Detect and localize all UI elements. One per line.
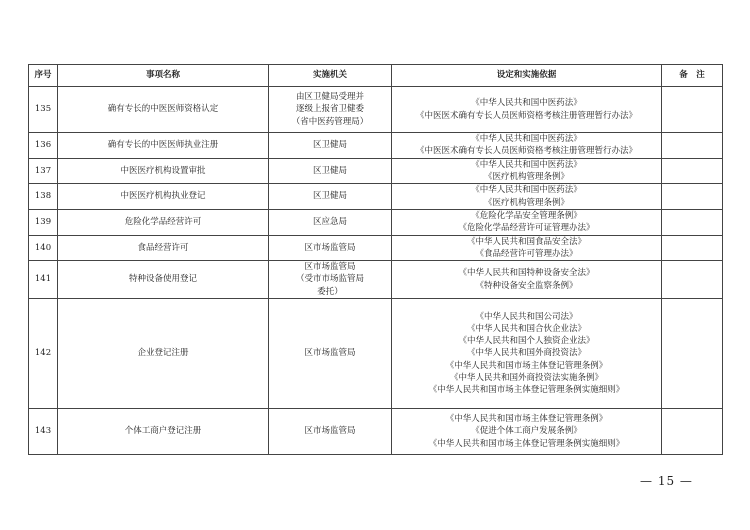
cell-legal-basis-line: 《中华人民共和国合伙企业法》 [466,323,586,334]
header-remarks: 备 注 [662,65,723,87]
table-row [29,184,723,210]
cell-legal-basis-line: 《促进个体工商户发展条例》 [471,426,582,437]
cell-serial-number: 141 [29,261,58,299]
cell-legal-basis-line: 《医疗机构管理条例》 [483,171,569,182]
cell-legal-basis-line: 《中华人民共和国食品安全法》 [466,236,586,247]
cell-legal-basis [392,235,662,261]
cell-serial-number: 138 [29,184,58,210]
cell-remarks [662,209,723,235]
cell-item-name: 特种设备使用登记 [58,261,269,299]
cell-implementing-agency [269,87,392,133]
header-serial-number: 序号 [29,65,58,87]
cell-implementing-agency-line: 区市场监管局 [304,348,356,359]
cell-item-name: 企业登记注册 [58,299,269,409]
cell-legal-basis-line: 《中华人民共和国中医药法》 [471,134,582,144]
cell-legal-basis-line: 《中华人民共和国特种设备安全法》 [458,268,595,279]
cell-serial-number: 140 [29,235,58,261]
cell-implementing-agency [269,409,392,455]
cell-remarks [662,299,723,409]
cell-legal-basis-line: 《中华人民共和国公司法》 [475,311,578,322]
cell-legal-basis-line: 《中华人民共和国中医药法》 [471,159,582,170]
cell-remarks [662,133,723,159]
cell-serial-number: 143 [29,409,58,455]
cell-legal-basis-line: 《中华人民共和国外商投资法实施条例》 [449,373,603,384]
table-row [29,299,723,409]
cell-legal-basis [392,209,662,235]
cell-legal-basis [392,299,662,409]
table-row [29,158,723,184]
cell-implementing-agency-line: 区市场监管局 [304,262,356,273]
cell-legal-basis [392,184,662,210]
cell-implementing-agency-line: 逐级上报省卫健委 [295,104,364,115]
cell-legal-basis [392,409,662,455]
cell-legal-basis-line: 《中华人民共和国市场主体登记管理条例实施细则》 [428,385,625,396]
cell-remarks [662,87,723,133]
cell-remarks [662,158,723,184]
cell-implementing-agency-line: 区卫健局 [312,140,347,151]
cell-legal-basis-line: 《中华人民共和国外商投资法》 [466,348,586,359]
cell-legal-basis-line: 《中华人民共和国个人独资企业法》 [458,336,595,347]
cell-implementing-agency-line: 区市场监管局 [304,426,356,437]
cell-legal-basis-line: 《中华人民共和国市场主体登记管理条例》 [445,360,608,371]
cell-serial-number: 139 [29,209,58,235]
cell-serial-number: 136 [29,133,58,159]
cell-item-name: 危险化学品经营许可 [58,209,269,235]
cell-implementing-agency-line: 区卫健局 [312,191,347,202]
cell-legal-basis-line: 《特种设备安全监察条例》 [475,280,578,291]
cell-serial-number: 135 [29,87,58,133]
cell-legal-basis-line: 《医疗机构管理条例》 [483,197,569,208]
cell-legal-basis [392,87,662,133]
cell-item-name: 个体工商户登记注册 [58,409,269,455]
cell-implementing-agency-line: （受市市场监管局 [295,274,364,285]
cell-implementing-agency-line: 区应急局 [312,217,347,228]
cell-legal-basis-line: 《中华人民共和国中医药法》 [471,185,582,196]
cell-legal-basis-line: 《中华人民共和国市场主体登记管理条例实施细则》 [428,438,625,449]
cell-implementing-agency [269,184,392,210]
cell-serial-number: 142 [29,299,58,409]
cell-remarks [662,261,723,299]
cell-item-name: 确有专长的中医医师资格认定 [58,87,269,133]
cell-implementing-agency [269,299,392,409]
cell-implementing-agency-line: 由区卫健局受理并 [295,92,364,103]
items-table [28,64,723,455]
table-header-row [29,65,723,87]
header-legal-basis: 设定和实施依据 [392,65,662,87]
cell-legal-basis-line: 《中医医术确有专长人员医师资格考核注册管理暂行办法》 [415,146,637,157]
header-implementing-agency: 实施机关 [269,65,392,87]
cell-item-name: 中医医疗机构设置审批 [58,158,269,184]
table-row [29,409,723,455]
cell-implementing-agency [269,209,392,235]
page-number: — 15 — [640,474,693,488]
cell-implementing-agency [269,235,392,261]
cell-item-name: 食品经营许可 [58,235,269,261]
cell-legal-basis-line: 《食品经营许可管理办法》 [475,248,578,259]
cell-legal-basis [392,133,662,159]
cell-legal-basis [392,158,662,184]
cell-implementing-agency [269,133,392,159]
cell-remarks [662,409,723,455]
cell-item-name: 确有专长的中医医师执业注册 [58,133,269,159]
cell-implementing-agency-line: （省中医药管理局） [291,116,369,127]
cell-legal-basis [392,261,662,299]
cell-implementing-agency [269,261,392,299]
table-row [29,235,723,261]
cell-legal-basis-line: 《危险化学品经营许可证管理办法》 [458,223,595,234]
table-body [29,87,723,455]
header-item-name: 事项名称 [58,65,269,87]
cell-legal-basis-line: 《中华人民共和国中医药法》 [471,98,582,109]
cell-legal-basis-line: 《中华人民共和国市场主体登记管理条例》 [445,414,608,425]
table-row [29,209,723,235]
cell-remarks [662,184,723,210]
cell-implementing-agency [269,158,392,184]
cell-legal-basis-line: 《危险化学品安全管理条例》 [471,210,582,221]
cell-implementing-agency-line: 委托） [317,286,343,297]
cell-serial-number: 137 [29,158,58,184]
table-row [29,261,723,299]
cell-legal-basis-line: 《中医医术确有专长人员医师资格考核注册管理暂行办法》 [415,110,637,121]
cell-implementing-agency-line: 区市场监管局 [304,242,356,253]
table-row [29,133,723,159]
cell-remarks [662,235,723,261]
cell-implementing-agency-line: 区卫健局 [312,165,347,176]
table-row [29,87,723,133]
cell-item-name: 中医医疗机构执业登记 [58,184,269,210]
